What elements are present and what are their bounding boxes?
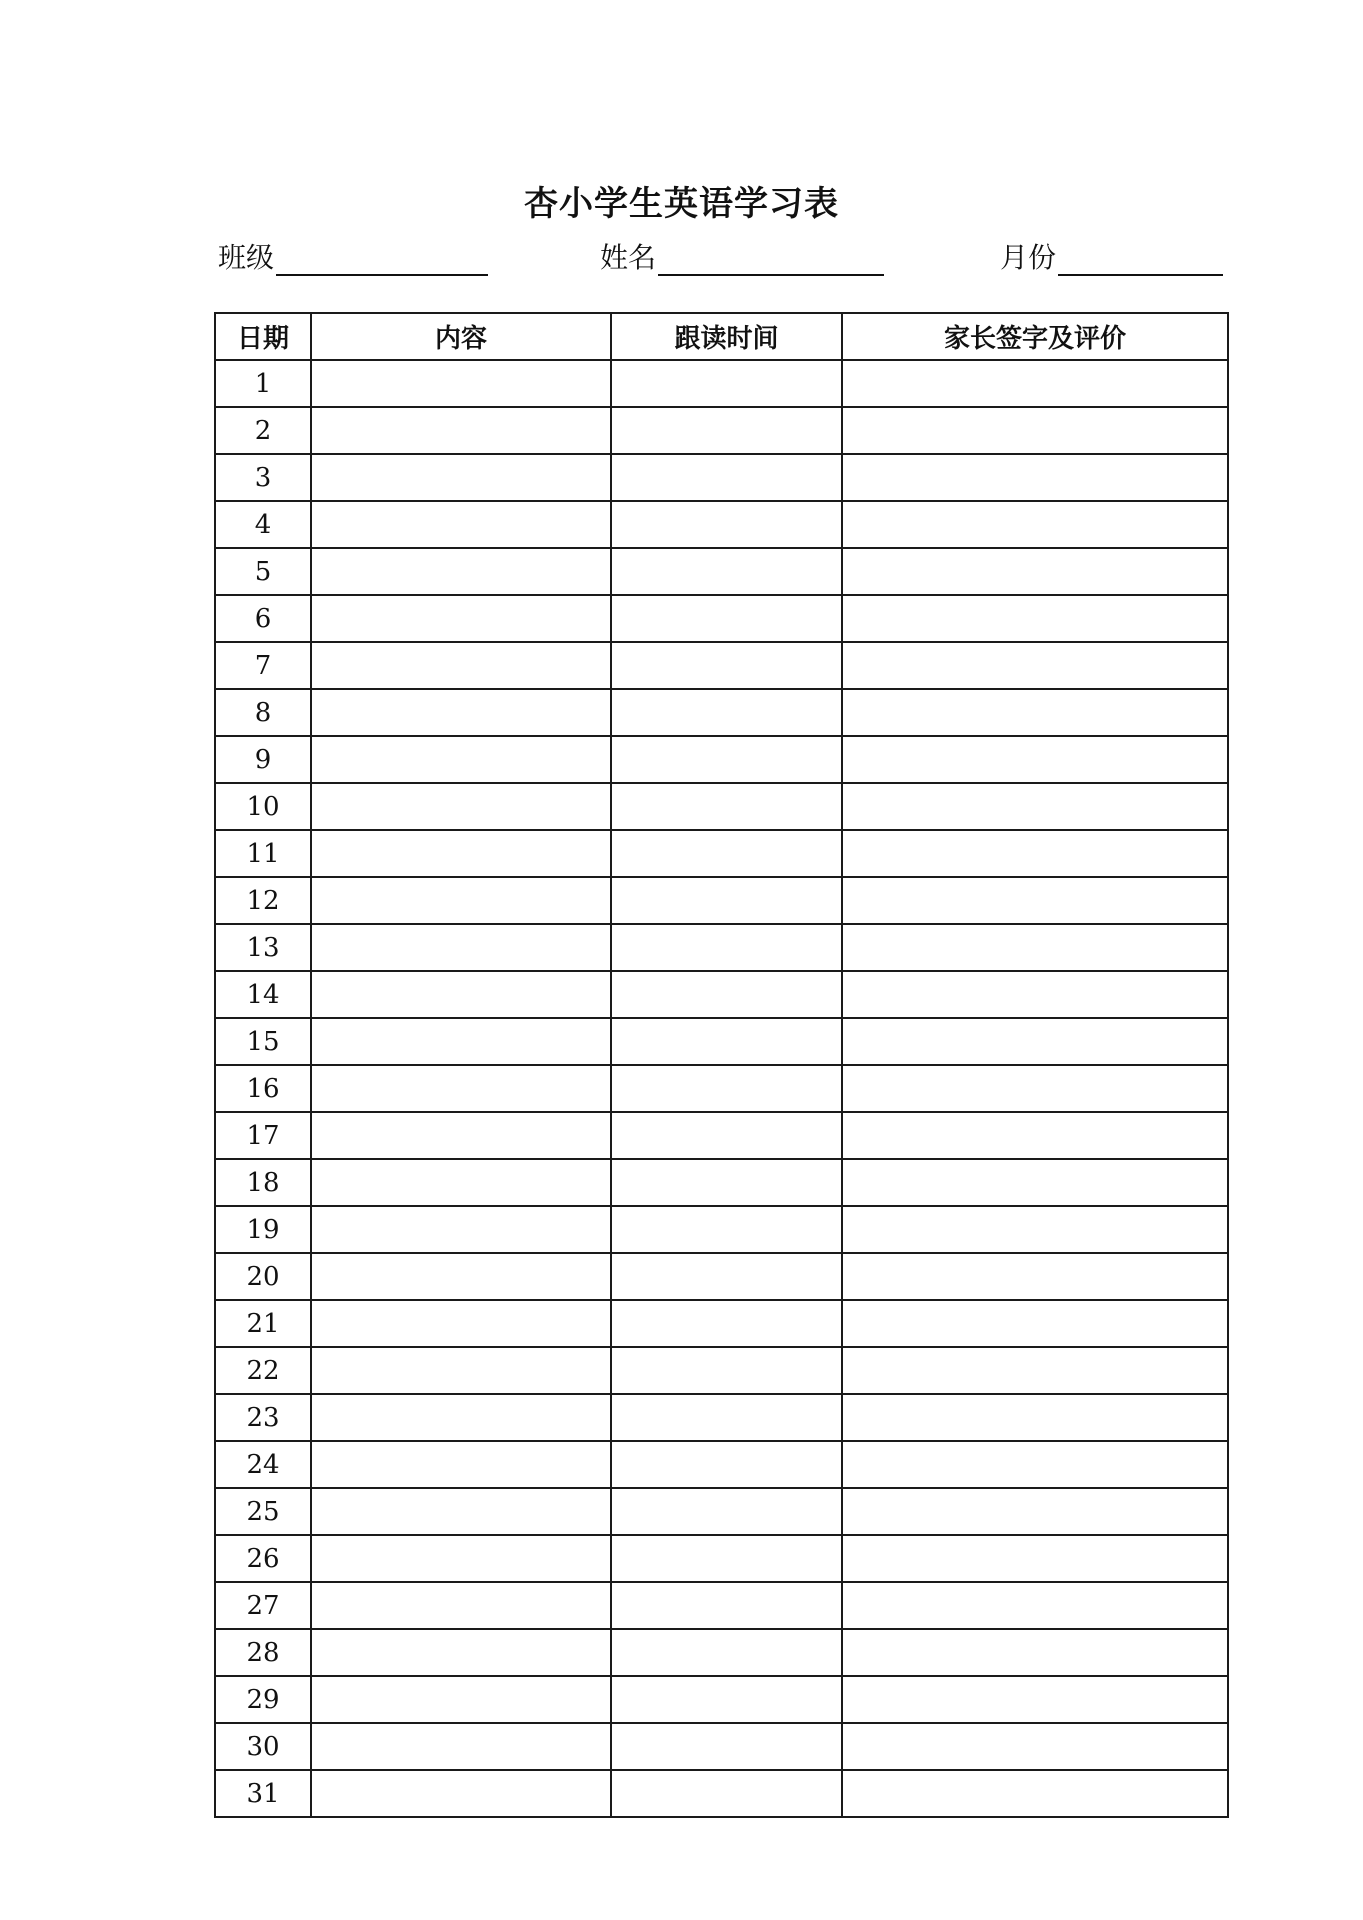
- class-blank[interactable]: [276, 244, 488, 276]
- content-cell[interactable]: [311, 548, 611, 595]
- parent-signature-cell[interactable]: [842, 548, 1228, 595]
- name-field: [600, 236, 884, 276]
- day-cell: 21: [215, 1300, 311, 1347]
- parent-signature-cell[interactable]: [842, 642, 1228, 689]
- day-cell: 29: [215, 1676, 311, 1723]
- table-row: [215, 1723, 1228, 1770]
- day-cell: 1: [215, 360, 311, 407]
- table-row: [215, 1253, 1228, 1300]
- reading-time-cell[interactable]: [611, 1723, 842, 1770]
- reading-time-cell[interactable]: [611, 1582, 842, 1629]
- reading-time-cell[interactable]: [611, 360, 842, 407]
- table-row: [215, 1441, 1228, 1488]
- table-row: [215, 1394, 1228, 1441]
- content-cell[interactable]: [311, 689, 611, 736]
- table-row: [215, 1347, 1228, 1394]
- reading-time-cell[interactable]: [611, 1300, 842, 1347]
- content-cell[interactable]: [311, 1629, 611, 1676]
- day-cell: 8: [215, 689, 311, 736]
- reading-time-cell[interactable]: [611, 1676, 842, 1723]
- reading-time-cell[interactable]: [611, 1629, 842, 1676]
- table-row: [215, 501, 1228, 548]
- content-cell[interactable]: [311, 1112, 611, 1159]
- parent-signature-cell[interactable]: [842, 1018, 1228, 1065]
- reading-time-cell[interactable]: [611, 1112, 842, 1159]
- parent-signature-cell[interactable]: [842, 877, 1228, 924]
- reading-time-cell[interactable]: [611, 1394, 842, 1441]
- reading-time-cell[interactable]: [611, 548, 842, 595]
- content-cell[interactable]: [311, 1347, 611, 1394]
- parent-signature-cell[interactable]: [842, 1723, 1228, 1770]
- parent-signature-cell[interactable]: [842, 1676, 1228, 1723]
- table-row: [215, 1300, 1228, 1347]
- content-cell[interactable]: [311, 1253, 611, 1300]
- content-cell[interactable]: [311, 877, 611, 924]
- content-cell[interactable]: [311, 736, 611, 783]
- class-field: [218, 236, 488, 276]
- parent-signature-cell[interactable]: [842, 1347, 1228, 1394]
- day-cell: 27: [215, 1582, 311, 1629]
- header-content: 内容: [311, 313, 611, 360]
- name-label: 姓名: [600, 241, 657, 274]
- day-cell: 15: [215, 1018, 311, 1065]
- parent-signature-cell[interactable]: [842, 1582, 1228, 1629]
- day-cell: 19: [215, 1206, 311, 1253]
- reading-time-cell[interactable]: [611, 971, 842, 1018]
- table-row: [215, 1676, 1228, 1723]
- content-cell[interactable]: [311, 501, 611, 548]
- table-row: [215, 454, 1228, 501]
- parent-signature-cell[interactable]: [842, 689, 1228, 736]
- day-cell: 9: [215, 736, 311, 783]
- parent-signature-cell[interactable]: [842, 501, 1228, 548]
- day-cell: 18: [215, 1159, 311, 1206]
- parent-signature-cell[interactable]: [842, 1159, 1228, 1206]
- day-cell: 20: [215, 1253, 311, 1300]
- name-blank[interactable]: [658, 244, 884, 276]
- content-cell[interactable]: [311, 830, 611, 877]
- content-cell[interactable]: [311, 1300, 611, 1347]
- reading-time-cell[interactable]: [611, 1159, 842, 1206]
- reading-time-cell[interactable]: [611, 830, 842, 877]
- parent-signature-cell[interactable]: [842, 1394, 1228, 1441]
- study-log-table: [214, 312, 1229, 1818]
- day-cell: 24: [215, 1441, 311, 1488]
- table-row: [215, 830, 1228, 877]
- parent-signature-cell[interactable]: [842, 736, 1228, 783]
- day-cell: 26: [215, 1535, 311, 1582]
- table-row: [215, 924, 1228, 971]
- header-reading-time: 跟读时间: [611, 313, 842, 360]
- parent-signature-cell[interactable]: [842, 1488, 1228, 1535]
- content-cell[interactable]: [311, 454, 611, 501]
- table-row: [215, 1065, 1228, 1112]
- day-cell: 16: [215, 1065, 311, 1112]
- table-header-row: [215, 313, 1228, 360]
- content-cell[interactable]: [311, 1582, 611, 1629]
- content-cell[interactable]: [311, 1018, 611, 1065]
- content-cell[interactable]: [311, 360, 611, 407]
- day-cell: 28: [215, 1629, 311, 1676]
- parent-signature-cell[interactable]: [842, 407, 1228, 454]
- content-cell[interactable]: [311, 783, 611, 830]
- day-cell: 10: [215, 783, 311, 830]
- day-cell: 23: [215, 1394, 311, 1441]
- day-cell: 22: [215, 1347, 311, 1394]
- reading-time-cell[interactable]: [611, 1488, 842, 1535]
- parent-signature-cell[interactable]: [842, 1253, 1228, 1300]
- day-cell: 6: [215, 595, 311, 642]
- reading-time-cell[interactable]: [611, 642, 842, 689]
- table-row: [215, 689, 1228, 736]
- parent-signature-cell[interactable]: [842, 1065, 1228, 1112]
- table-row: [215, 1018, 1228, 1065]
- month-label: 月份: [1000, 241, 1057, 274]
- table-row: [215, 1159, 1228, 1206]
- parent-signature-cell[interactable]: [842, 1112, 1228, 1159]
- table-row: [215, 642, 1228, 689]
- table-body: [215, 360, 1228, 1817]
- content-cell[interactable]: [311, 1441, 611, 1488]
- reading-time-cell[interactable]: [611, 877, 842, 924]
- content-cell[interactable]: [311, 1535, 611, 1582]
- reading-time-cell[interactable]: [611, 1347, 842, 1394]
- parent-signature-cell[interactable]: [842, 454, 1228, 501]
- content-cell[interactable]: [311, 1770, 611, 1817]
- reading-time-cell[interactable]: [611, 1535, 842, 1582]
- header-date: 日期: [215, 313, 311, 360]
- table-row: [215, 877, 1228, 924]
- reading-time-cell[interactable]: [611, 501, 842, 548]
- content-cell[interactable]: [311, 1206, 611, 1253]
- content-cell[interactable]: [311, 971, 611, 1018]
- parent-signature-cell[interactable]: [842, 360, 1228, 407]
- day-cell: 4: [215, 501, 311, 548]
- table-row: [215, 360, 1228, 407]
- month-field: [1000, 236, 1223, 276]
- content-cell[interactable]: [311, 595, 611, 642]
- table-row: [215, 783, 1228, 830]
- reading-time-cell[interactable]: [611, 736, 842, 783]
- day-cell: 31: [215, 1770, 311, 1817]
- table-row: [215, 595, 1228, 642]
- day-cell: 25: [215, 1488, 311, 1535]
- page-title: 杏小学生英语学习表: [524, 184, 839, 224]
- parent-signature-cell[interactable]: [842, 1300, 1228, 1347]
- reading-time-cell[interactable]: [611, 1770, 842, 1817]
- class-label: 班级: [218, 241, 275, 274]
- day-cell: 11: [215, 830, 311, 877]
- parent-signature-cell[interactable]: [842, 1206, 1228, 1253]
- content-cell[interactable]: [311, 1676, 611, 1723]
- table-row: [215, 1770, 1228, 1817]
- month-blank[interactable]: [1058, 244, 1223, 276]
- parent-signature-cell[interactable]: [842, 971, 1228, 1018]
- content-cell[interactable]: [311, 642, 611, 689]
- table-row: [215, 407, 1228, 454]
- reading-time-cell[interactable]: [611, 595, 842, 642]
- parent-signature-cell[interactable]: [842, 1770, 1228, 1817]
- parent-signature-cell[interactable]: [842, 830, 1228, 877]
- parent-signature-cell[interactable]: [842, 1441, 1228, 1488]
- day-cell: 17: [215, 1112, 311, 1159]
- reading-time-cell[interactable]: [611, 1018, 842, 1065]
- table-row: [215, 1582, 1228, 1629]
- day-cell: 14: [215, 971, 311, 1018]
- content-cell[interactable]: [311, 1159, 611, 1206]
- content-cell[interactable]: [311, 1488, 611, 1535]
- table-row: [215, 1112, 1228, 1159]
- day-cell: 7: [215, 642, 311, 689]
- table-row: [215, 1535, 1228, 1582]
- reading-time-cell[interactable]: [611, 689, 842, 736]
- parent-signature-cell[interactable]: [842, 783, 1228, 830]
- reading-time-cell[interactable]: [611, 924, 842, 971]
- day-cell: 12: [215, 877, 311, 924]
- day-cell: 5: [215, 548, 311, 595]
- content-cell[interactable]: [311, 407, 611, 454]
- reading-time-cell[interactable]: [611, 1065, 842, 1112]
- reading-time-cell[interactable]: [611, 454, 842, 501]
- reading-time-cell[interactable]: [611, 1441, 842, 1488]
- table-row: [215, 1488, 1228, 1535]
- reading-time-cell[interactable]: [611, 407, 842, 454]
- parent-signature-cell[interactable]: [842, 595, 1228, 642]
- reading-time-cell[interactable]: [611, 1206, 842, 1253]
- table-row: [215, 1206, 1228, 1253]
- table-row: [215, 971, 1228, 1018]
- content-cell[interactable]: [311, 1723, 611, 1770]
- reading-time-cell[interactable]: [611, 1253, 842, 1300]
- table-row: [215, 1629, 1228, 1676]
- table-row: [215, 736, 1228, 783]
- content-cell[interactable]: [311, 1394, 611, 1441]
- reading-time-cell[interactable]: [611, 783, 842, 830]
- content-cell[interactable]: [311, 1065, 611, 1112]
- day-cell: 3: [215, 454, 311, 501]
- day-cell: 13: [215, 924, 311, 971]
- table-row: [215, 548, 1228, 595]
- header-parent-signature: 家长签字及评价: [842, 313, 1228, 360]
- parent-signature-cell[interactable]: [842, 1535, 1228, 1582]
- day-cell: 2: [215, 407, 311, 454]
- content-cell[interactable]: [311, 924, 611, 971]
- parent-signature-cell[interactable]: [842, 1629, 1228, 1676]
- parent-signature-cell[interactable]: [842, 924, 1228, 971]
- day-cell: 30: [215, 1723, 311, 1770]
